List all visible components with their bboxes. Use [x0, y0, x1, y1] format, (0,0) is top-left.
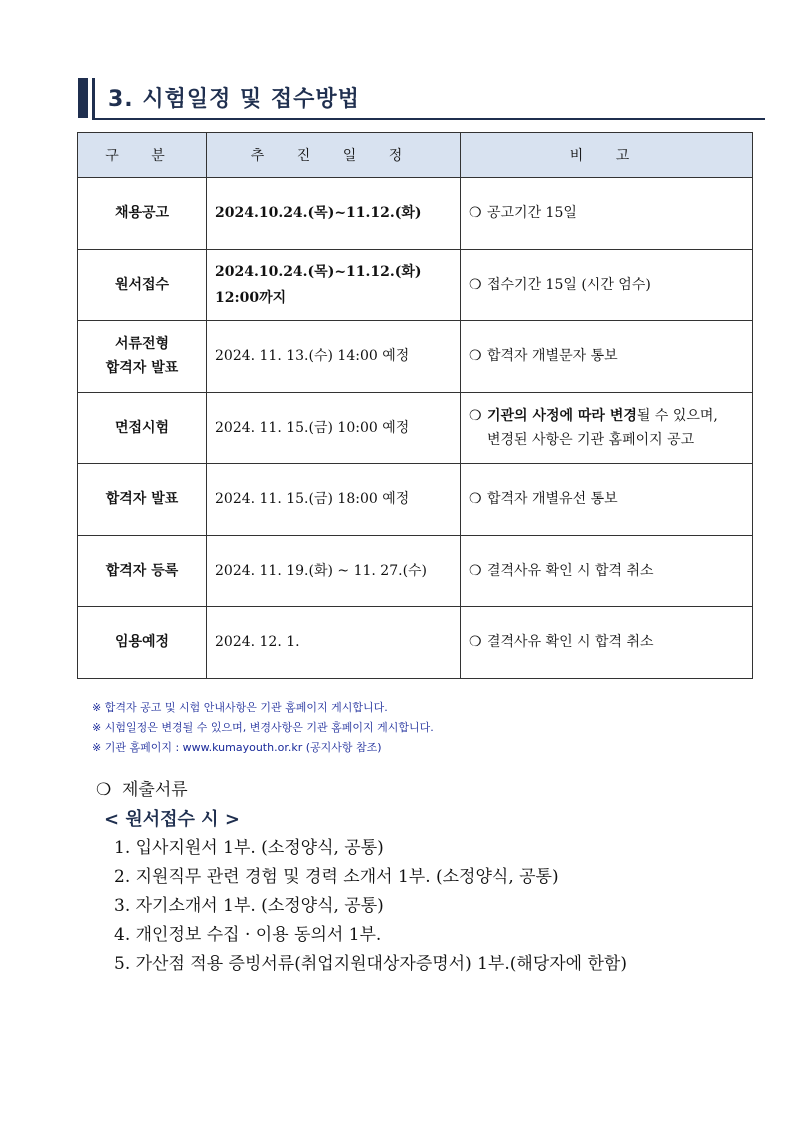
row-category: [78, 607, 207, 679]
circle-bullet-icon: ❍: [96, 780, 112, 800]
remark-text: 접수기간 15일 (시간 엄수): [487, 276, 651, 293]
schedule-line: 2024. 12. 1.: [215, 634, 300, 651]
list-item: 1. 입사지원서 1부. (소정양식, 공통): [114, 838, 384, 858]
circle-bullet-icon: ❍: [469, 562, 482, 579]
remark-text: 공고기간 15일: [487, 205, 577, 222]
category-line: 임용예정: [114, 634, 170, 651]
header-bar-thin-decoration: [92, 78, 95, 118]
circle-bullet-icon: ❍: [469, 634, 482, 651]
remark-line: [469, 559, 744, 583]
remark-line: [469, 273, 744, 297]
remark-line: [469, 487, 744, 511]
row-remarks: [461, 535, 753, 607]
table-row: [78, 535, 753, 607]
remark-text: 될 수 있으며,: [636, 407, 718, 424]
category-line: 원서접수: [114, 276, 170, 293]
circle-bullet-icon: ❍: [469, 348, 482, 365]
row-schedule: [207, 321, 461, 393]
row-schedule: [207, 178, 461, 250]
row-remarks: [461, 392, 753, 464]
documents-heading-text: 제출서류: [122, 780, 188, 800]
remark-line-2: 변경된 사항은 기관 홈페이지 공고: [487, 431, 695, 448]
header-schedule: 추 진 일 정: [207, 133, 461, 178]
row-schedule: [207, 535, 461, 607]
circle-bullet-icon: ❍: [469, 276, 482, 293]
remark-text: 결격사유 확인 시 합격 취소: [487, 562, 654, 579]
schedule-line: 2024. 11. 19.(화) ~ 11. 27.(수): [215, 562, 428, 579]
category-line: 합격자 발표: [105, 360, 179, 377]
row-schedule: [207, 607, 461, 679]
footnote: ※ 기관 홈페이지 : www.kumayouth.or.kr (공지사항 참조): [92, 741, 382, 754]
row-category: [78, 321, 207, 393]
schedule-line: 2024. 11. 15.(금) 18:00 예정: [215, 491, 410, 508]
remark-emphasis: 기관의 사정에 따라 변경: [487, 407, 637, 424]
category-line: 채용공고: [114, 205, 170, 222]
row-remarks: [461, 321, 753, 393]
footnote: ※ 시험일정은 변경될 수 있으며, 변경사항은 기관 홈페이지 게시합니다.: [92, 721, 434, 734]
documents-section: [96, 776, 627, 979]
row-schedule: [207, 249, 461, 321]
schedule-table: [77, 132, 753, 679]
footnotes: [92, 698, 434, 758]
category-line: 서류전형: [114, 336, 170, 353]
row-category: [78, 464, 207, 536]
section-header: [78, 76, 765, 120]
list-item: 2. 지원직무 관련 경험 및 경력 소개서 1부. (소정양식, 공통): [114, 867, 559, 887]
row-schedule: [207, 464, 461, 536]
header-underline: [92, 118, 765, 120]
row-schedule: [207, 392, 461, 464]
table-row: [78, 321, 753, 393]
documents-list: [96, 834, 627, 979]
table-row: [78, 392, 753, 464]
documents-heading: [96, 776, 627, 805]
list-item: 5. 가산점 적용 증빙서류(취업지원대상자증명서) 1부.(해당자에 한함): [114, 954, 627, 974]
circle-bullet-icon: ❍: [469, 491, 482, 508]
list-item: 4. 개인정보 수집 · 이용 동의서 1부.: [114, 925, 382, 945]
section-title: 3. 시험일정 및 접수방법: [108, 87, 360, 112]
row-category: [78, 249, 207, 321]
circle-bullet-icon: ❍: [469, 205, 482, 222]
table-row: [78, 249, 753, 321]
row-remarks: [461, 249, 753, 321]
category-line: 합격자 발표: [105, 491, 179, 508]
row-remarks: [461, 178, 753, 250]
schedule-line: 2024.10.24.(목)~11.12.(화): [215, 205, 422, 222]
schedule-line: 2024.10.24.(목)~11.12.(화): [215, 263, 422, 280]
table-row: [78, 607, 753, 679]
remark-text: 합격자 개별유선 통보: [487, 491, 618, 508]
remark-text: 합격자 개별문자 통보: [487, 348, 618, 365]
circle-bullet-icon: ❍: [469, 407, 482, 424]
list-item: 3. 자기소개서 1부. (소정양식, 공통): [114, 896, 384, 916]
table-row: [78, 464, 753, 536]
row-remarks: [461, 464, 753, 536]
table-header-row: [78, 133, 753, 178]
category-line: 면접시험: [114, 419, 170, 436]
table-row: [78, 178, 753, 250]
schedule-body: [78, 178, 753, 679]
category-line: 합격자 등록: [105, 562, 179, 579]
row-remarks: [461, 607, 753, 679]
schedule-line: 2024. 11. 15.(금) 10:00 예정: [215, 419, 410, 436]
documents-subheading: < 원서접수 시 >: [104, 809, 240, 830]
remark-text: 결격사유 확인 시 합격 취소: [487, 634, 654, 651]
row-category: [78, 535, 207, 607]
header-remarks: 비 고: [461, 133, 753, 178]
schedule-line: 2024. 11. 13.(수) 14:00 예정: [215, 348, 410, 365]
row-category: [78, 178, 207, 250]
header-bar-decoration: [78, 78, 88, 118]
remark-line: [469, 630, 744, 654]
remark-line: [469, 344, 744, 368]
remark-line: [469, 404, 744, 428]
footnote: ※ 합격자 공고 및 시험 안내사항은 기관 홈페이지 게시합니다.: [92, 701, 388, 714]
remark-line: [469, 201, 744, 225]
header-category: 구 분: [78, 133, 207, 178]
schedule-line: 12:00까지: [215, 289, 287, 306]
row-category: [78, 392, 207, 464]
